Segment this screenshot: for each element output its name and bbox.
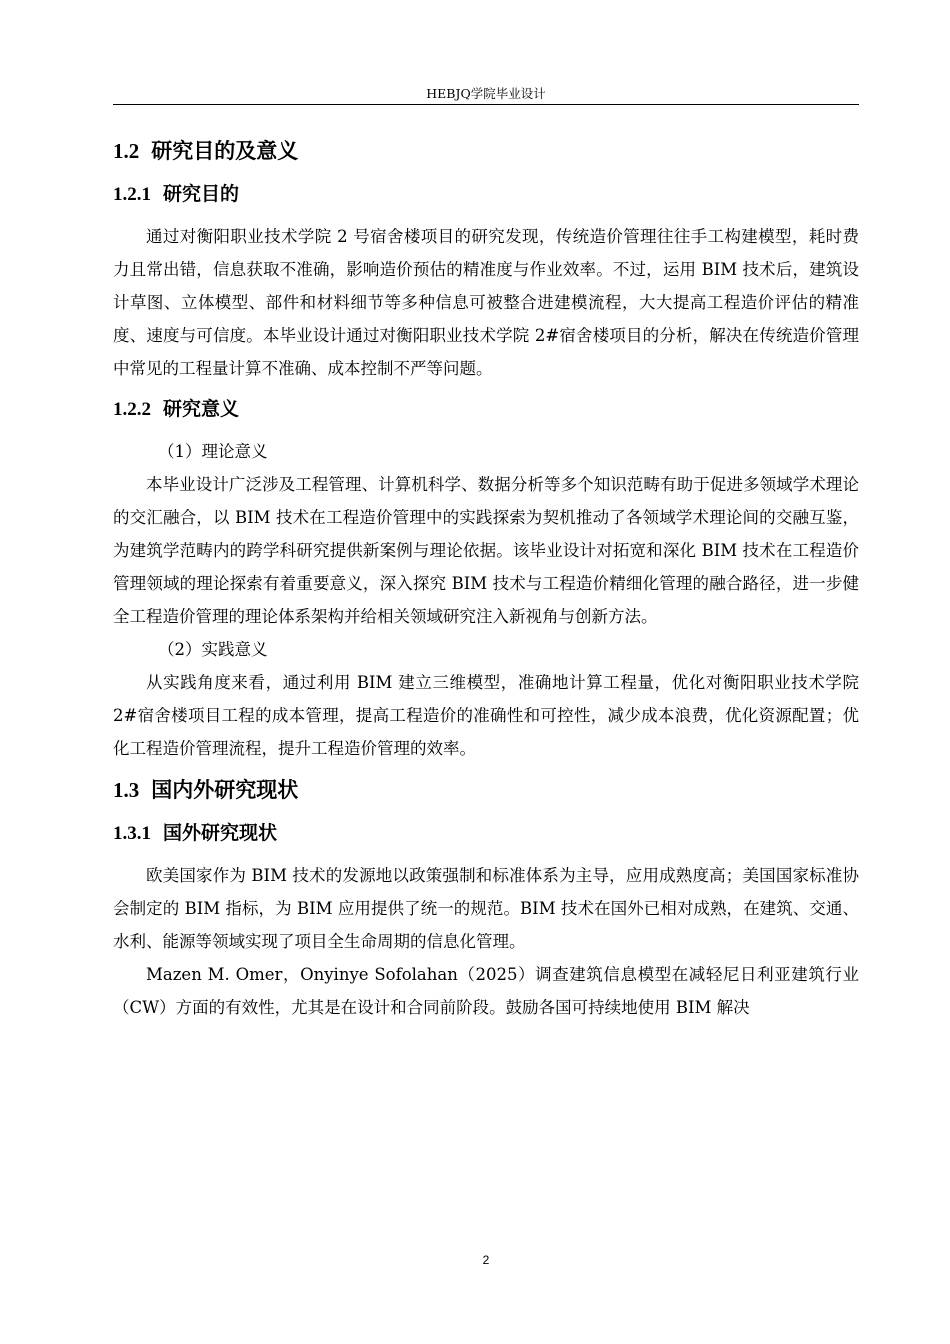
section-title: 研究目的: [163, 183, 240, 205]
paragraph-omer-study: Mazen M. Omer，Onyinye Sofolahan（2025）调查建筑信息模型在减轻尼日利亚建筑行业（CW）方面的有效性，尤其是在设计和合同前阶段。鼓励各国可持续地使用 BIM 解决: [113, 965, 859, 1017]
paragraph-theory-significance: 本毕业设计广泛涉及工程管理、计算机科学、数据分析等多个知识范畴有助于促进多领域学术理论的交汇融合，以 BIM 技术在工程造价管理中的实践探索为契机推动了各领域学术理论间的交融互鉴，为建筑学范畴内的跨学科研究提供新案例与理论依据。该毕业设计对拓宽和深化 BIM 技术在工程造价管理领域的理论探索有着重要意义，深入探究 BIM 技术与工程造价精细化管理的融合路径，进一步健全工程造价管理的理论体系架构并给相关领域研究注入新视角与创新方法。: [113, 475, 859, 626]
page-header: HEBJQ学院毕业设计: [426, 86, 546, 101]
section-number: 1.3: [113, 778, 140, 802]
paragraph-research-purpose: 通过对衡阳职业技术学院 2 号宿舍楼项目的研究发现，传统造价管理往往手工构建模型，耗时费力且常出错，信息获取不准确，影响造价预估的精准度与作业效率。不过，运用 BIM 技术后，建筑设计草图、立体模型、部件和材料细节等多种信息可被整合进建模流程，大大提高工程造价评估的精准度、速度与可信度。本毕业设计通过对衡阳职业技术学院 2#宿舍楼项目的分析，解决在传统造价管理中常见的工程量计算不准确、成本控制不严等问题。: [113, 227, 859, 378]
section-number: 1.2: [113, 139, 140, 163]
section-heading-1-2: [113, 136, 859, 180]
section-number: 1.2.2: [113, 399, 151, 420]
section-heading-1-2-1: [113, 180, 859, 220]
paragraph-foreign-status: 欧美国家作为 BIM 技术的发源地以政策强制和标准体系为主导，应用成熟度高；美国国家标准协会制定的 BIM 指标，为 BIM 应用提供了统一的规范。BIM 技术在国外已相对成熟，在建筑、交通、水利、能源等领域实现了项目全生命周期的信息化管理。: [113, 866, 859, 951]
subheading-theory: （1）理论意义: [158, 442, 268, 461]
section-heading-1-3: [113, 775, 859, 819]
paragraph-practice-significance: 从实践角度来看，通过利用 BIM 建立三维模型，准确地计算工程量，优化对衡阳职业技术学院 2#宿舍楼项目工程的成本管理，提高工程造价的准确性和可控性，减少成本浪费，优化资源配置；优化工程造价管理流程，提升工程造价管理的效率。: [113, 673, 859, 758]
subheading-practice: （2）实践意义: [158, 640, 268, 659]
section-title: 研究目的及意义: [151, 139, 299, 163]
section-title: 研究意义: [163, 398, 240, 420]
section-heading-1-2-2: [113, 395, 859, 435]
header-divider: [113, 104, 859, 105]
page-number: 2: [482, 1253, 490, 1267]
page-body: [113, 136, 859, 1024]
section-title: 国内外研究现状: [151, 778, 299, 802]
section-title: 国外研究现状: [163, 822, 278, 844]
section-number: 1.3.1: [113, 823, 151, 844]
section-number: 1.2.1: [113, 184, 151, 205]
section-heading-1-3-1: [113, 819, 859, 859]
